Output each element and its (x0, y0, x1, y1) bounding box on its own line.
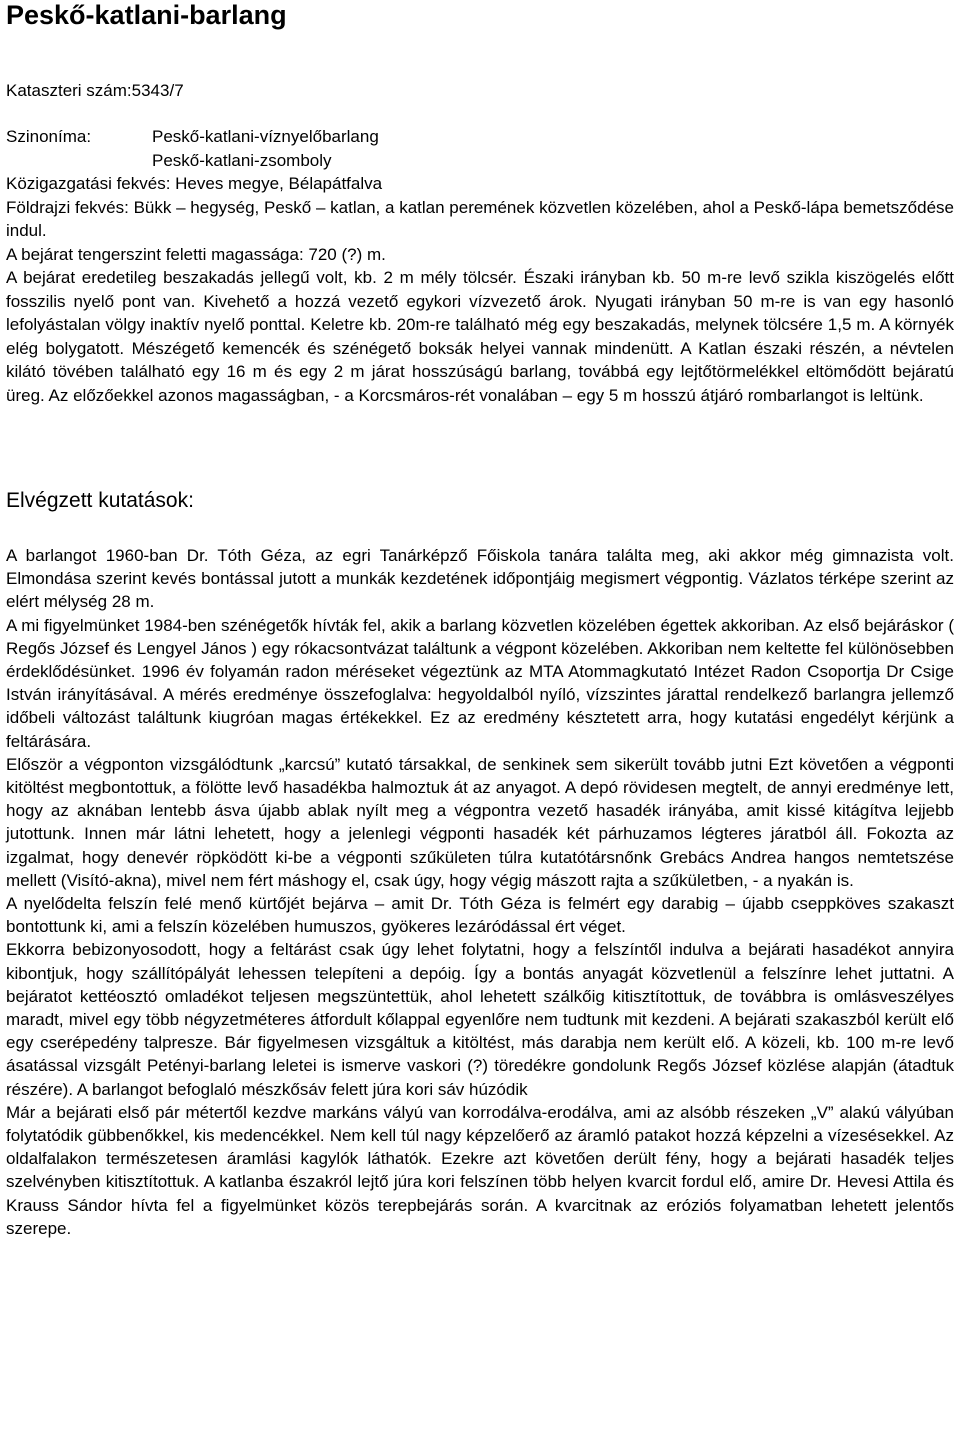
synonyms-label: Szinoníma: (6, 127, 92, 146)
description-paragraph: A bejárat eredetileg beszakadás jellegű volt, kb. 2 m mély tölcsér. Északi irányban kb. 50 m-re levő szikla kiszögelés előtt fosszilis nyelő pont van. Kivehető a hozzá vezető egykori vízvezető árok. Nyugati irányban 50 m-re is van egy hasonló lefolyástalan völgy inaktív nyelő ponttal. Keletre kb. 20m-re található még egy beszakadás, melynek tölcsére 1,5 m. A környék elég bolygatott. Mészégető kemencék és szénégető boksák helyei vannak mindenütt. A Katlan északi részén, a névtelen kilátó tövében található egy 16 m és egy 2 m járat hosszúságú barlang, továbbá egy lejtőtörmelékkel eltömődött bejáratú üreg. Az előzőekkel azonos magasságban, - a Korcsmáros-rét vonalában – egy 5 m hosszú átjáró rombarlangot is leltünk. (6, 268, 954, 405)
research-paragraph: Már a bejárati első pár métertől kezdve markáns vályú van korrodálva-erodálva, ami az alsóbb részeken „V” alakú vályúban folytatódik gübbenőkkel, kis medencékkel. Nem kell túl nagy képzelőerő az áramló patakot hozzá képzelni a vízesésekkel. Az oldalfalakon természetesen áramlási kagylók láthatók. Ezekre azt követően derült fény, hogy a bejárati hasadék teljes szelvényben kitisztítottuk. A katlanba északról lejtő júra kori felszínen több helyen kvarcit fordul elő, amire Dr. Hevesi Attila és Krauss Sándor hívta fel a figyelmünket közös terepbejárás során. A kvarcitnak az eróziós folyamatban lehetett jelentős szerepe. (6, 1102, 954, 1238)
research-section (6, 544, 954, 1240)
research-paragraph: A barlangot 1960-ban Dr. Tóth Géza, az egri Tanárképző Főiskola tanára találta meg, aki akkor még gimnazista volt. Elmondása szerint kevés bontással jutott a munkák kezdetének időpontjáig megismert végpontig. Vázlatos térképe szerint az elért mélység 28 m. (6, 546, 954, 612)
administrative-location: Közigazgatási fekvés: Heves megye, Bélapátfalva (6, 174, 383, 193)
geographic-location: Földrajzi fekvés: Bükk – hegység, Peskő – katlan, a katlan peremének közvetlen közelében, ahol a Peskő-lápa bemetsződése indul. (6, 197, 954, 240)
metadata-block (6, 125, 954, 266)
research-paragraph: A mi figyelmünket 1984-ben szénégetők hívták fel, akik a barlang közvetlen közelében égettek akkoriban. Az első bejáráskor ( Regős József és Lengyel János ) egy rókacsontvázat találtunk a végpont közelében. Akkoriban nem keltette fel különösebben érdeklődésünket. 1996 év folyamán radon méréseket végeztünk az MTA Atommagkutató Intézet Radon Csoportja Dr Csige István irányításával. A mérés eredménye összefoglalva: hegyoldalból nyíló, vízszintes járattal rendelkező barlangra jellemző időbeli változást találtunk kiugróan magas értékekkel. Ez az eredmény késztetett arra, hogy kutatási engedélyt kérjünk a feltárására. (6, 615, 954, 751)
entrance-altitude: A bejárat tengerszint feletti magassága: 720 (?) m. (6, 244, 386, 264)
research-paragraph: Ekkorra bebizonyosodott, hogy a feltárást csak úgy lehet folytatni, hogy a felszíntől indulva a bejárati hasadékot annyira kibontjuk, hogy szállítópályát lehessen telepíteni a depóig. Így a bontás anyagát közvetlenül a felszínre lehet juttatni. A bejáratot kettéosztó omladékot teljesen megszüntettük, ahol lehetett szálkőig kitisztítottuk, de továbbra is omlásveszélyes maradt, mivel egy több négyzetméteres átfordult kőlappal egyenlőre nem tudtunk mit kezdeni. A bejárati szakaszból került elő egy cserépedény talpresze. Bár figyelmesen vizsgáltuk a kitöltést, más darabja nem került elő. A közeli, kb. 100 m-re levő ásatással vizsgált Petényi-barlang leletei is ismerve vaskori (?) töredékre gondolunk Regős József közlése alapján (átadtuk részére). A barlangot befoglaló mészkősáv felett júra kori sáv húzódik (6, 940, 954, 1099)
synonym-item: Peskő-katlani-zsomboly (152, 150, 332, 170)
research-paragraph: A nyelődelta felszín felé menő kürtőjét bejárva – amit Dr. Tóth Géza is felmért egy darabig – újabb cseppköves szakaszt bontottunk ki, ami a felszín közelében humuszos, gyökeres lezáródással ért véget. (6, 894, 954, 937)
cadastral-number: Kataszteri szám:5343/7 (6, 81, 184, 100)
synonyms-row (6, 125, 954, 172)
page-title: Peskő-katlani-barlang (6, 0, 287, 30)
research-paragraph: Először a végponton vizsgálódtunk „karcsú” kutató társakkal, de senkinek sem sikerült tovább jutni Ezt követően a végponti kitöltést megbontottuk, a fölötte levő hasadékba halmoztuk át az anyagot. A depó rövidesen megtelt, de annyi eredménye lett, hogy az aknában lentebb ásva újabb ablak nyílt meg a végpontra vezető hasadék irányába, amit kissé kitágítva lejjebb jutottunk. Innen már látni lehetett, hogy a jelenlegi végponti hasadék két párhuzamos légteres járatból áll. Fokozta az izgalmat, hogy denevér röpködött ki-be a végponti szűkületen túlra kutatótársnőnk Grebács Andrea hangos nemtetszése mellett (Visító-akna), mivel nem fért máshogy el, csak úgy, hogy végig mászott rajta a szűkületben, - a nyakán is. (6, 754, 954, 890)
synonym-item: Peskő-katlani-víznyelőbarlang (152, 127, 379, 146)
section-heading: Elvégzett kutatások: (6, 489, 194, 512)
synonyms-values (152, 125, 379, 172)
